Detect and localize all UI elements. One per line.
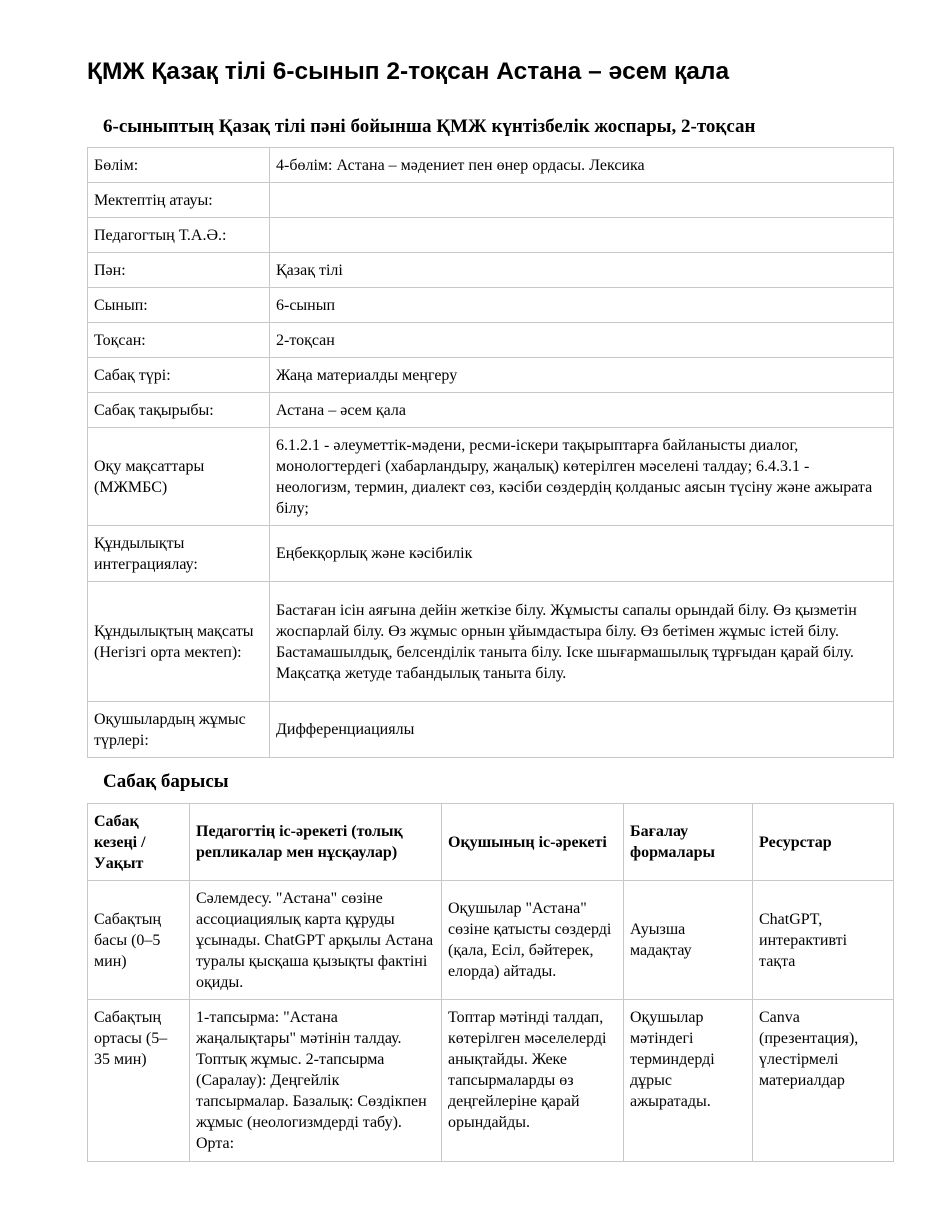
table-row <box>88 393 894 428</box>
table-row <box>88 253 894 288</box>
info-value <box>270 183 894 218</box>
info-label: Мектептің атауы: <box>88 183 270 218</box>
table-row <box>88 1000 894 1162</box>
student-action-cell: Топтар мәтінді талдап, көтерілген мәселелерді анықтайды. Жеке тапсырмаларды өз деңгейлеріне қарай орындайды. <box>442 1000 624 1162</box>
stage-cell: Сабақтың басы (0–5 мин) <box>88 881 190 1000</box>
lesson-progress-table <box>87 803 894 1162</box>
page-title: ҚМЖ Қазақ тілі 6-сынып 2-тоқсан Астана – әсем қала <box>87 58 730 85</box>
info-label: Құндылықтың мақсаты (Негізгі орта мектеп): <box>88 582 270 702</box>
table-row <box>88 881 894 1000</box>
info-label: Оқушылардың жұмыс түрлері: <box>88 702 270 758</box>
info-value: Қазақ тілі <box>270 253 894 288</box>
table-row <box>88 526 894 582</box>
table-row <box>88 428 894 526</box>
column-header-teacher: Педагогтің іс-әрекеті (толық репликалар мен нұсқаулар) <box>190 804 442 881</box>
info-value: 6-сынып <box>270 288 894 323</box>
table-row <box>88 582 894 702</box>
assessment-cell: Оқушылар мәтіндегі терминдерді дұрыс ажыратады. <box>624 1000 753 1162</box>
info-label: Құндылықты интеграциялау: <box>88 526 270 582</box>
info-label: Сабақ тақырыбы: <box>88 393 270 428</box>
info-value: 4-бөлім: Астана – мәдениет пен өнер ордасы. Лексика <box>270 148 894 183</box>
resources-cell: Canva (презентация), үлестірмелі материалдар <box>753 1000 894 1162</box>
column-header-resources: Ресурстар <box>753 804 894 881</box>
stage-cell: Сабақтың ортасы (5–35 мин) <box>88 1000 190 1162</box>
info-value: Жаңа материалды меңгеру <box>270 358 894 393</box>
lesson-progress-heading: Сабақ барысы <box>103 771 229 792</box>
info-value <box>270 218 894 253</box>
info-label: Бөлім: <box>88 148 270 183</box>
resources-cell: ChatGPT, интерактивті тақта <box>753 881 894 1000</box>
info-label: Тоқсан: <box>88 323 270 358</box>
table-header-row <box>88 804 894 881</box>
table-row <box>88 183 894 218</box>
info-value: 2-тоқсан <box>270 323 894 358</box>
info-value: Бастаған ісін аяғына дейін жеткізе білу. Жұмысты сапалы орындай білу. Өз қызметін жоспарлай білу. Өз жұмыс орнын ұйымдастыра білу. Өз бетімен жұмыс істей білу. Бастамашылдық, белсенділік таныта білу. Іске шығармашылық тұрғыдан қарай білу. Мақсатқа жетуде табандылық таныта білу. <box>270 582 894 702</box>
table-row <box>88 358 894 393</box>
column-header-student: Оқушының іс-әрекеті <box>442 804 624 881</box>
teacher-action-cell: Сәлемдесу. "Астана" сөзіне ассоциациялық карта құруды ұсынады. ChatGPT арқылы Астана туралы қысқаша қызықты фактіні оқиды. <box>190 881 442 1000</box>
table-row <box>88 702 894 758</box>
info-label: Оқу мақсаттары (МЖМБС) <box>88 428 270 526</box>
info-value: Дифференциациялы <box>270 702 894 758</box>
info-value: Еңбекқорлық және кәсібилік <box>270 526 894 582</box>
table-row <box>88 323 894 358</box>
teacher-action-cell: 1-тапсырма: "Астана жаңалықтары" мәтінін талдау. Топтық жұмыс. 2-тапсырма (Саралау): Деңгейлік тапсырмалар. Базалық: Сөздікпен жұмыс (неологизмдерді табу). Орта: <box>190 1000 442 1162</box>
table-row <box>88 148 894 183</box>
column-header-assessment: Бағалау формалары <box>624 804 753 881</box>
table-row <box>88 288 894 323</box>
info-value: Астана – әсем қала <box>270 393 894 428</box>
table-row <box>88 218 894 253</box>
student-action-cell: Оқушылар "Астана" сөзіне қатысты сөздерді (қала, Есіл, бәйтерек, елорда) айтады. <box>442 881 624 1000</box>
info-label: Сынып: <box>88 288 270 323</box>
info-value: 6.1.2.1 - әлеуметтік-мәдени, ресми-іскери тақырыптарға байланысты диалог, монологтердегі (хабарландыру, жаңалық) көтерілген мәселені талдау; 6.4.3.1 - неологизм, термин, диалект сөз, кәсіби сөздердің қолданыс аясын түсіну және ажырата білу; <box>270 428 894 526</box>
lesson-info-table <box>87 147 894 758</box>
column-header-stage: Сабақ кезеңі / Уақыт <box>88 804 190 881</box>
info-label: Педагогтың Т.А.Ә.: <box>88 218 270 253</box>
info-label: Сабақ түрі: <box>88 358 270 393</box>
plan-subtitle: 6-сыныптың Қазақ тілі пәні бойынша ҚМЖ күнтізбелік жоспары, 2-тоқсан <box>103 116 756 137</box>
assessment-cell: Ауызша мадақтау <box>624 881 753 1000</box>
info-label: Пән: <box>88 253 270 288</box>
